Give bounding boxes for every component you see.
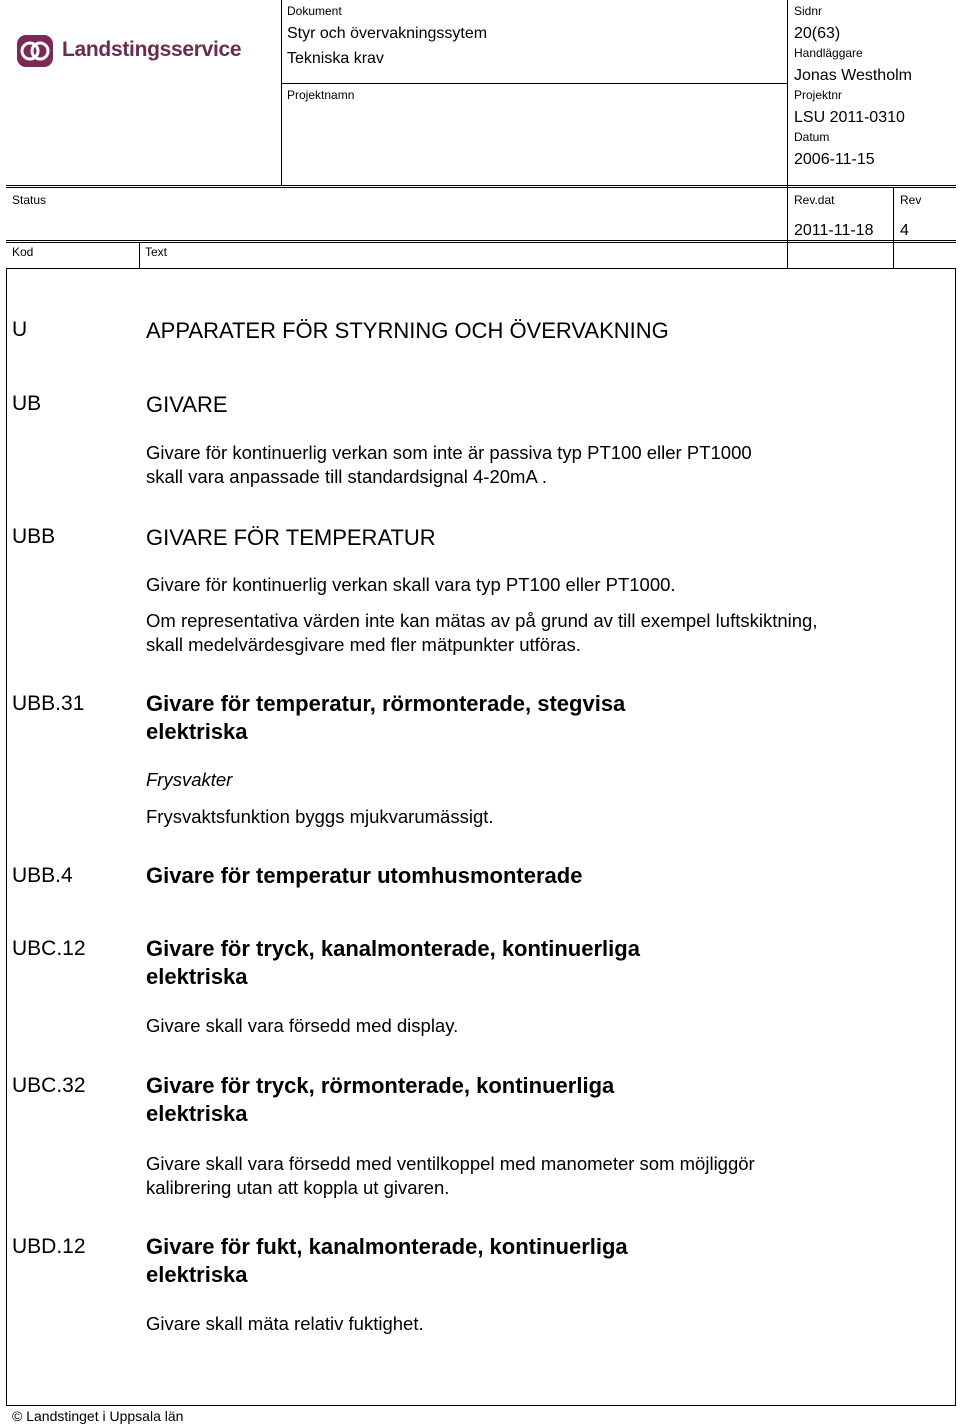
header-rule bbox=[6, 185, 956, 186]
handlaggare-value: Jonas Westholm bbox=[794, 67, 912, 84]
sidnr-label: Sidnr bbox=[794, 4, 823, 18]
datum-label: Datum bbox=[794, 130, 830, 144]
header-divider bbox=[787, 0, 788, 268]
dokument-title: Styr och övervakningssytem bbox=[287, 25, 488, 42]
section-code: UBB.4 bbox=[12, 864, 73, 887]
section-heading: GIVARE bbox=[146, 392, 228, 417]
section-code: UBB bbox=[12, 525, 56, 548]
text-label: Text bbox=[145, 245, 168, 259]
section-code: UBD.12 bbox=[12, 1235, 86, 1258]
paragraph: Om representativa värden inte kan mätas av på grund av till exempel luftskiktning, skall medelvärdesgivare med fler mätpunkter utföras. bbox=[146, 610, 818, 655]
kod-label: Kod bbox=[12, 245, 34, 259]
footer-text: Landstinget i Uppsala län bbox=[26, 1408, 184, 1424]
paragraph: Givare skall vara försedd med ventilkoppel med manometer som möjliggör kalibrering utan att koppla ut givaren. bbox=[146, 1153, 755, 1198]
section-code: U bbox=[12, 318, 28, 341]
section-heading: Givare för temperatur, rörmonterade, stegvisa elektriska bbox=[146, 691, 626, 744]
section-heading: Givare för tryck, kanalmonterade, kontinuerliga elektriska bbox=[146, 936, 640, 989]
rev-value: 4 bbox=[900, 222, 909, 239]
logo-text: Landstingsservice bbox=[62, 38, 242, 61]
datum-value: 2006-11-15 bbox=[794, 151, 875, 168]
logo-mark-icon bbox=[16, 32, 54, 70]
projektnamn-label: Projektnamn bbox=[287, 88, 355, 102]
footer bbox=[12, 1408, 183, 1424]
header-divider bbox=[281, 0, 282, 185]
header-rule bbox=[281, 83, 787, 84]
header-rule bbox=[6, 187, 956, 188]
subheading: Frysvakter bbox=[146, 769, 233, 790]
projektnr-value: LSU 2011-0310 bbox=[794, 109, 905, 126]
dokument-subtitle: Tekniska krav bbox=[287, 50, 384, 67]
section-code: UBB.31 bbox=[12, 692, 85, 715]
revdat-label: Rev.dat bbox=[794, 193, 835, 207]
header-rule bbox=[6, 240, 956, 241]
section-heading: GIVARE FÖR TEMPERATUR bbox=[146, 525, 436, 550]
paragraph: Givare skall vara försedd med display. bbox=[146, 1015, 459, 1036]
header-divider bbox=[893, 188, 894, 268]
header-divider bbox=[139, 242, 140, 268]
projektnr-label: Projektnr bbox=[794, 88, 843, 102]
paragraph: Givare för kontinuerlig verkan som inte är passiva typ PT100 eller PT1000 skall vara anpassade till standardsignal 4-20mA . bbox=[146, 442, 752, 487]
section-code: UBC.12 bbox=[12, 937, 86, 960]
section-heading: Givare för tryck, rörmonterade, kontinuerliga elektriska bbox=[146, 1073, 615, 1126]
status-label: Status bbox=[12, 193, 47, 207]
section-heading: Givare för temperatur utomhusmonterade bbox=[146, 863, 583, 888]
section-code: UB bbox=[12, 392, 42, 415]
section-heading: Givare för fukt, kanalmonterade, kontinuerliga elektriska bbox=[146, 1234, 628, 1287]
copyright-icon: © bbox=[12, 1408, 23, 1424]
sidnr-value: 20(63) bbox=[794, 25, 841, 42]
dokument-label: Dokument bbox=[287, 4, 342, 18]
rev-label: Rev bbox=[900, 193, 922, 207]
revdat-value: 2011-11-18 bbox=[794, 222, 874, 239]
paragraph: Givare för kontinuerlig verkan skall vara typ PT100 eller PT1000. bbox=[146, 574, 676, 595]
section-code: UBC.32 bbox=[12, 1074, 86, 1097]
paragraph: Givare skall mäta relativ fuktighet. bbox=[146, 1313, 424, 1334]
section-heading: APPARATER FÖR STYRNING OCH ÖVERVAKNING bbox=[146, 318, 669, 343]
handlaggare-label: Handläggare bbox=[794, 46, 863, 60]
header-rule bbox=[6, 242, 956, 243]
paragraph: Frysvaktsfunktion byggs mjukvarumässigt. bbox=[146, 806, 494, 827]
